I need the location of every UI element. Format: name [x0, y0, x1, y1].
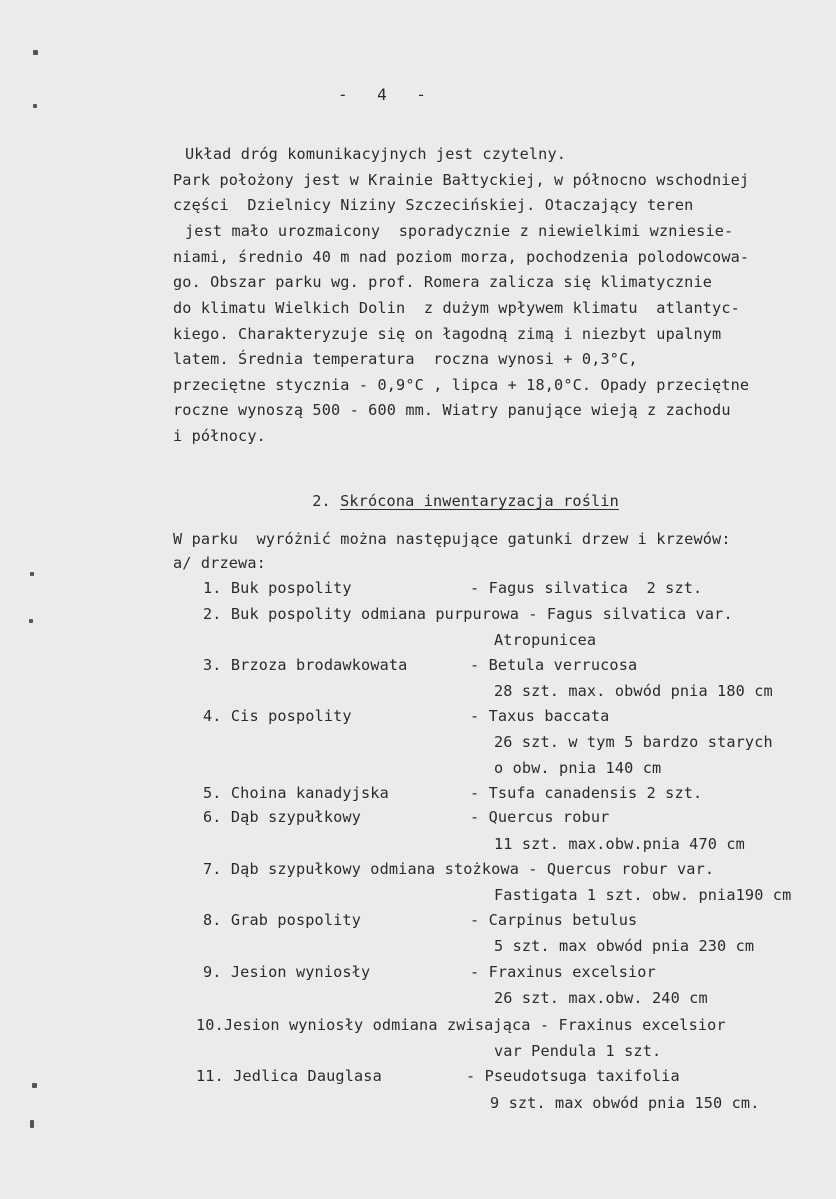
latin-name: - Fagus silvatica 2 szt.	[470, 579, 703, 597]
latin-detail: 26 szt. max.obw. 240 cm	[494, 989, 708, 1007]
latin-name: - Fraxinus excelsior	[470, 963, 656, 981]
latin-detail: Atropunicea	[494, 631, 597, 649]
list-item: 8. Grab pospolity	[203, 911, 362, 929]
page-number: - 4 -	[338, 85, 427, 104]
latin-name: - Tsufa canadensis 2 szt.	[470, 784, 703, 802]
text-line: latem. Średnia temperatura roczna wynosi + 0,3°C,	[173, 350, 638, 368]
list-intro: W parku wyróżnić można następujące gatunki drzew i krzewów:	[173, 530, 731, 548]
list-item: 5. Choina kanadyjska	[203, 784, 389, 802]
section-heading	[275, 474, 619, 528]
list-item: 11. Jedlica Dauglasa	[196, 1067, 382, 1085]
list-item: 10.Jesion wyniosły odmiana zwisająca - Fraxinus excelsior	[196, 1016, 726, 1034]
punch-mark	[29, 619, 33, 623]
text-line: Park położony jest w Krainie Bałtyckiej, w północno wschodniej	[173, 171, 750, 189]
list-item: 7. Dąb szypułkowy odmiana stożkowa - Quercus robur var.	[203, 860, 715, 878]
latin-detail: Fastigata 1 szt. obw. pnia190 cm	[494, 886, 792, 904]
list-item: 2. Buk pospolity odmiana purpurowa - Fagus silvatica var.	[203, 605, 733, 623]
latin-detail: 28 szt. max. obwód pnia 180 cm	[494, 682, 773, 700]
punch-mark	[33, 104, 37, 108]
text-line: przeciętne stycznia - 0,9°C , lipca + 18,0°C. Opady przeciętne	[173, 376, 750, 394]
latin-name: - Betula verrucosa	[470, 656, 638, 674]
text-line: niami, średnio 40 m nad poziom morza, pochodzenia polodowcowa-	[173, 248, 750, 266]
latin-detail: 9 szt. max obwód pnia 150 cm.	[490, 1094, 760, 1112]
punch-mark	[32, 1083, 37, 1088]
list-item: 6. Dąb szypułkowy	[203, 808, 362, 826]
text-line: jest mało urozmaicony sporadycznie z niewielkimi wzniesie-	[185, 222, 734, 240]
section-number: 2.	[312, 492, 331, 510]
latin-name: - Taxus baccata	[470, 707, 610, 725]
text-line: roczne wynoszą 500 - 600 mm. Wiatry panujące wieją z zachodu	[173, 401, 731, 419]
latin-detail: 5 szt. max obwód pnia 230 cm	[494, 937, 755, 955]
list-item: 4. Cis pospolity	[203, 707, 352, 725]
latin-name: - Pseudotsuga taxifolia	[466, 1067, 680, 1085]
list-item: 1. Buk pospolity	[203, 579, 352, 597]
text-line: Układ dróg komunikacyjnych jest czytelny.	[185, 145, 567, 163]
section-title: Skrócona inwentaryzacja roślin	[340, 492, 619, 510]
subheading: a/ drzewa:	[173, 554, 266, 572]
list-item: 9. Jesion wyniosły	[203, 963, 371, 981]
text-line: go. Obszar parku wg. prof. Romera zalicza się klimatycznie	[173, 273, 713, 291]
latin-detail: o obw. pnia 140 cm	[494, 759, 662, 777]
list-item: 3. Brzoza brodawkowata	[203, 656, 408, 674]
text-line: części Dzielnicy Niziny Szczecińskiej. Otaczający teren	[173, 196, 694, 214]
latin-detail: 26 szt. w tym 5 bardzo starych	[494, 733, 773, 751]
text-line: do klimatu Wielkich Dolin z dużym wpływem klimatu atlantyc-	[173, 299, 740, 317]
latin-detail: var Pendula 1 szt.	[494, 1042, 662, 1060]
punch-mark	[30, 1120, 34, 1128]
latin-name: - Carpinus betulus	[470, 911, 638, 929]
text-line: kiego. Charakteryzuje się on łagodną zimą i niezbyt upalnym	[173, 325, 722, 343]
punch-mark	[30, 572, 34, 576]
latin-name: - Quercus robur	[470, 808, 610, 826]
punch-mark	[33, 50, 38, 55]
text-line: i północy.	[173, 427, 266, 445]
latin-detail: 11 szt. max.obw.pnia 470 cm	[494, 835, 745, 853]
